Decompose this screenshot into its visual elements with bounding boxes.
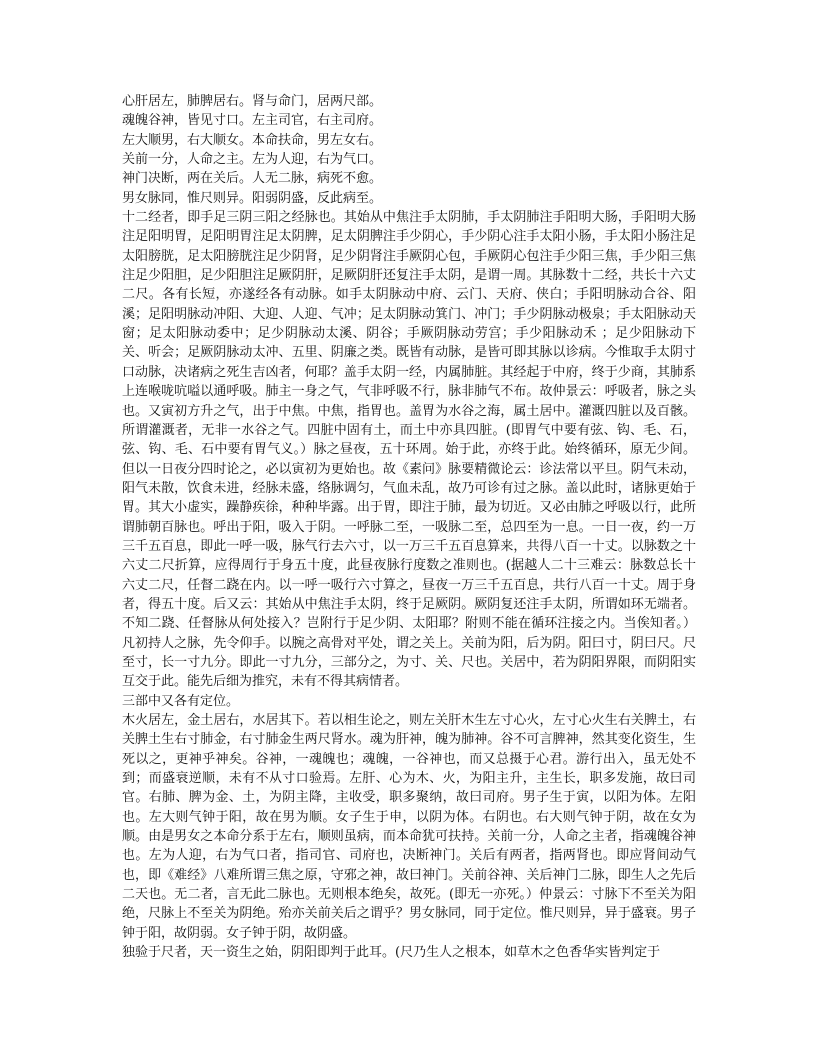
verse-line: 男女脉同，惟尺则异。阳弱阴盛，反此病至。: [122, 190, 383, 206]
verse-line: 左大顺男，右大顺女。本命扶命，男左女右。: [122, 132, 383, 148]
verse-line: 心肝居左，肺脾居右。肾与命门，居两尺部。: [122, 94, 383, 109]
verse-line: 关前一分，人命之主。左为人迎，右为气口。: [122, 152, 383, 168]
verse-line: 魂魄谷神，皆见寸口。左主司官，右主司府。: [122, 113, 383, 129]
commentary-paragraph: 十二经者，即手足三阴三阳之经脉也。其始从中焦注手太阴肺，手太阴肺注手阳明大肠，手阳明大肠注足阳明胃，足阳明胃注足太阴脾，足太阴脾注手少阴心，手少阴心注手太阳小肠，手太阳小肠注足太阳膀胱，足太阳膀胱注足少阴肾，足少阴肾注手厥阴心包，手厥阴心包注手少阳三焦，手少阳三焦注足少阳胆，足少阳胆注足厥阴肝，足厥阴肝还复注手太阴，是谓一周。其脉数十二经，共长十六丈二尺。各有长短，亦遂经各有动脉。如手太阴脉动中府、云门、天府、侠白；手阳明脉动合谷、阳溪；足阳明脉动冲阳、大迎、人迎、气冲；足太阴脉动箕门、冲门；手少阴脉动极泉；手太阳脉动天窗；足太阳脉动委中；足少阴脉动太溪、阴谷；手厥阴脉动劳宫；手少阳脉动禾 ；足少阳脉动下关、听会；足厥阴脉动太冲、五里、阴廉之类。既皆有动脉，是皆可即其脉以诊病。今惟取手太阴寸口动脉，决诸病之死生吉凶者，何耶？盖手太阴一经，内属肺脏。其经起于中府，终于少商，其肺系上连喉咙吭嗌以通呼吸。肺主一身之气，气非呼吸不行，脉非肺气不布。故仲景云：呼吸者，脉之头也。又寅初方升之气，出于中焦。中焦，指胃也。盖胃为水谷之海，属土居中。灌溉四脏以及百骸。所谓灌溉者，无非一水谷之气。四脏中固有土，而土中亦具四脏。(即胃气中要有弦、钩、毛、石，弦、钩、毛、石中要有胃气义。）脉之昼夜，五十环周。始于此，亦终于此。始终循环，原无少间。但以一日夜分四时论之，必以寅初为更始也。故《素问》脉要精微论云：诊法常以平旦。阴气未动，阳气未散，饮食未进，经脉未盛，络脉调匀，气血未乱，故乃可诊有过之脉。盖以此时，诸脉更始于胃。其大小虚实，躁静疾徐，种种毕露。出于胃，即注于肺，最为切近。又必由肺之呼吸以行，此所谓肺朝百脉也。呼出于阳，吸入于阴。一呼脉二至，一吸脉二至，总四至为一息。一日一夜，约一万三千五百息，即此一呼一吸，脉气行去六寸，以一万三千五百息算来，共得八百一十丈。以脉数之十六丈二尺折算，应得周行于身五十度，此昼夜脉行度数之准则也。(据越人二十三难云：脉数总长十六丈二尺，任督二跷在内。以一呼一吸行六寸算之，昼夜一万三千五百息，共行八百一十丈。周于身者，得五十度。后又云：其始从中焦注手太阴，终于足厥阴。厥阴复还注手太阴，所谓如环无端者。不知二跷、任督脉从何处接入？岂附行于足少阴、太阳耶？附则不能在循环注接之内。当俟知者。）凡初持人之脉，先令仰手。以腕之高骨对平处，谓之关上。关前为阳，后为阴。阳曰寸，阴曰尺。尺至寸，长一寸九分。即此一寸九分，三部分之，为寸、关、尺也。关居中，若为阴阳界限，而阴阳实互交于此。能先后细为推究，未有不得其病情者。: [122, 210, 696, 690]
section-heading: 三部中又各有定位。: [122, 693, 240, 709]
commentary-paragraph: 独验于尺者，天一资生之始，阴阳即判于此耳。(尺乃生人之根本，如草木之色香华实皆判定于: [122, 945, 661, 961]
document-body: [122, 92, 696, 962]
commentary-paragraph: 木火居左，金土居右，水居其下。若以相生论之，则左关肝木生左寸心火，左寸心火生右关脾土，右关脾土生右寸肺金，右寸肺金生两尺肾水。魂为肝神，魄为肺神。谷不可言脾神，然其变化资生，生死以之，更神乎神矣。谷神，一魂魄也；魂魄，一谷神也，而又总摄于心君。游行出入，虽无处不到；而盛衰逆顺，未有不从寸口验焉。左肝、心为木、火，为阳主升，主生长，职多发施，故曰司官。右肺、脾为金、土，为阴主降，主收受，职多聚纳，故曰司府。男子生于寅，以阳为体。左阳也。左大则气钟于阳，故在男为顺。女子生于申，以阴为体。右阴也。右大则气钟于阴，故在女为顺。由是男女之本命分系于左右，顺则虽病，而本命犹可扶持。关前一分，人命之主者，指魂魄谷神也。左为人迎，右为气口者，指司官、司府也，决断神门。关后有两者，指两肾也。即应肾间动气也，即《难经》八难所谓三焦之原，守邪之神，故曰神门。关前谷神、关后神门二脉，即生人之先后二天也。无二者，言无此二脉也。无则根本绝矣，故死。(即无一亦死。）仲景云：寸脉下不至关为阳绝，尺脉上不至关为阴绝。殆亦关前关后之谓乎？男女脉同，同于定位。惟尺则异，异于盛衰。男子钟于阳，故阴弱。女子钟于阴，故阴盛。: [122, 713, 696, 941]
verse-line: 神门决断，两在关后。人无二脉，病死不愈。: [122, 171, 383, 187]
